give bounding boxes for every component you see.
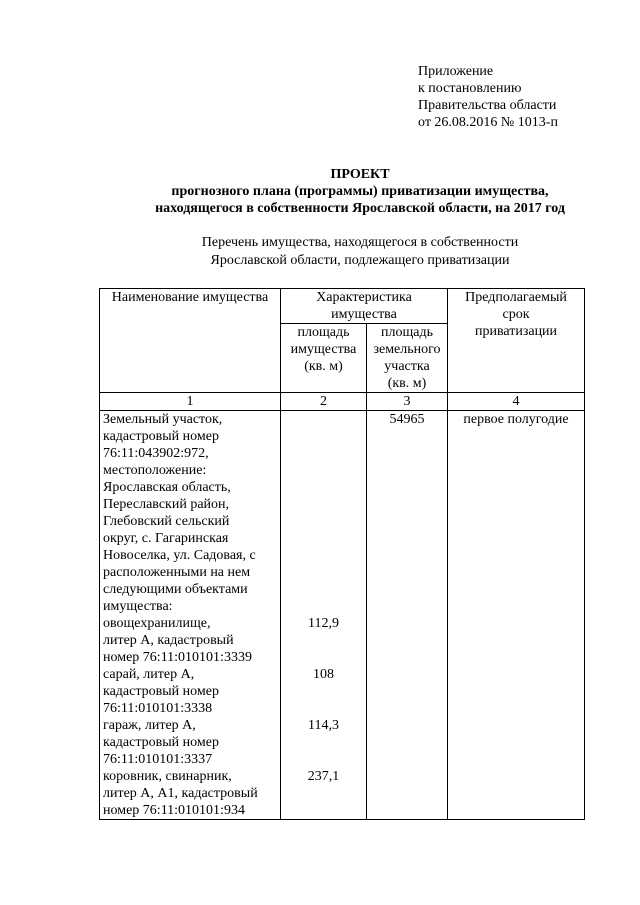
land-area-cell: 54965 (367, 411, 448, 820)
column-number: 4 (448, 393, 585, 411)
header-land-area: площадь земельного участка (кв. м) (367, 324, 448, 393)
header-property-name: Наименование имущества (100, 289, 281, 393)
table-number-row (100, 393, 585, 411)
appendix-line: от 26.08.2016 № 1013-п (418, 115, 558, 130)
subtitle-line-2: Ярославской области, подлежащего приватизации (210, 253, 510, 268)
appendix-line: к постановлению (418, 81, 522, 96)
property-area-cell: 112,9 108 114,3 237,1 (281, 411, 367, 820)
appendix-block (418, 63, 558, 131)
title-line-2: прогнозного плана (программы) приватизации имущества, (171, 184, 549, 199)
column-number: 2 (281, 393, 367, 411)
property-name-cell: Земельный участок, кадастровый номер 76:11:043902:972, местоположение: Ярославская область, Переславский район, Глебовский сельский округ, с. Гагаринская Новоселка, ул. Садовая, с расположенными на нем следующими объектами имущества: овощехранилище, литер А, кадастровый номер 76:11:010101:3339 сарай, литер А, кадастровый номер 76:11:010101:3338 гараж, литер А, кадастровый номер 76:11:010101:3337 коровник, свинарник, литер А, А1, кадастровый номер 76:11:010101:934 (100, 411, 281, 820)
appendix-line: Приложение (418, 64, 494, 79)
table-row (100, 411, 585, 820)
privatization-table (99, 288, 585, 820)
subtitle-line-1: Перечень имущества, находящегося в собственности (201, 235, 519, 250)
table-header-row (100, 289, 585, 324)
header-term: Предполагаемый срок приватизации (448, 289, 585, 393)
column-number: 1 (100, 393, 281, 411)
document-title (0, 166, 640, 217)
privatization-term-cell: первое полугодие (448, 411, 585, 820)
document-subtitle (80, 234, 640, 270)
title-line-3: находящегося в собственности Ярославской области, на 2017 год (155, 201, 565, 216)
header-characteristics: Характеристика имущества (281, 289, 448, 324)
column-number: 3 (367, 393, 448, 411)
appendix-line: Правительства области (418, 98, 557, 113)
header-property-area: площадь имущества (кв. м) (281, 324, 367, 393)
title-line-1: ПРОЕКТ (330, 167, 390, 182)
